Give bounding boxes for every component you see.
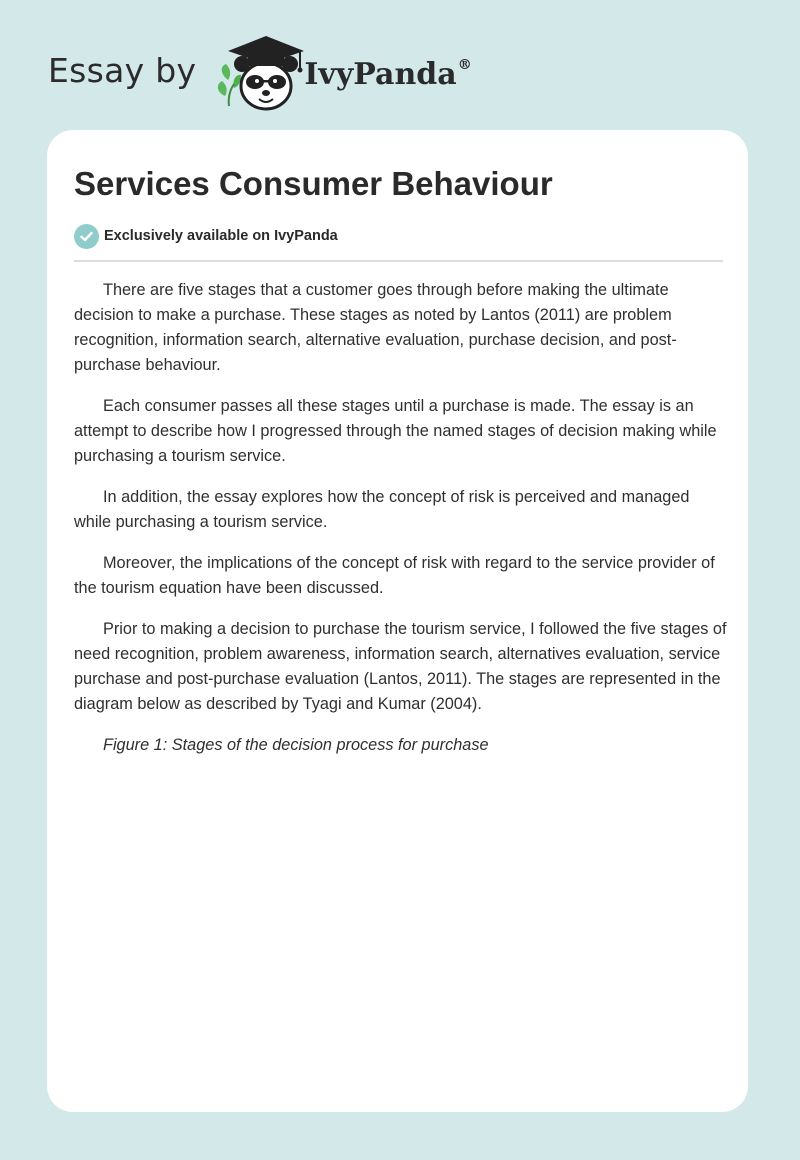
essay-by-label: Essay by	[48, 50, 197, 90]
paragraph: In addition, the essay explores how the concept of risk is perceived and managed while purchasing a tourism service.	[74, 488, 690, 531]
paragraph: There are five stages that a customer goes through before making the ultimate decision to make a purchase. These stages as noted by Lantos (2011) are problem recognition, information search, alternative evaluation, purchase decision, and post-purchase behaviour.	[74, 281, 677, 374]
essay-card	[47, 130, 748, 1112]
exclusive-label: Exclusively available on IvyPanda	[104, 228, 338, 244]
registered-mark: ®	[457, 56, 472, 73]
check-icon	[74, 224, 99, 249]
brand-name: IvyPanda	[304, 56, 457, 92]
brand-logo-text[interactable]	[304, 57, 471, 92]
exclusive-badge	[74, 223, 722, 249]
page-title: Services Consumer Behaviour	[74, 165, 553, 202]
divider	[74, 260, 723, 262]
paragraph: Moreover, the implications of the concept of risk with regard to the service provider of the tourism equation have been discussed.	[74, 554, 715, 597]
paragraph: Each consumer passes all these stages until a purchase is made. The essay is an attempt to describe how I progressed through the named stages of decision making while purchasing a tourism service.	[74, 397, 717, 465]
paragraph: Prior to making a decision to purchase the tourism service, I followed the five stages of need recognition, problem awareness, information search, alternatives evaluation, service purchase and post-purchase evaluation (Lantos, 2011). The stages are represented in the diagram below as described by Tyagi and Kumar (2004).	[74, 620, 727, 713]
site-header	[48, 34, 472, 114]
essay-body	[74, 278, 730, 758]
panda-graduate-logo-icon[interactable]	[212, 34, 308, 114]
figure-caption: Figure 1: Stages of the decision process for purchase	[103, 736, 489, 754]
